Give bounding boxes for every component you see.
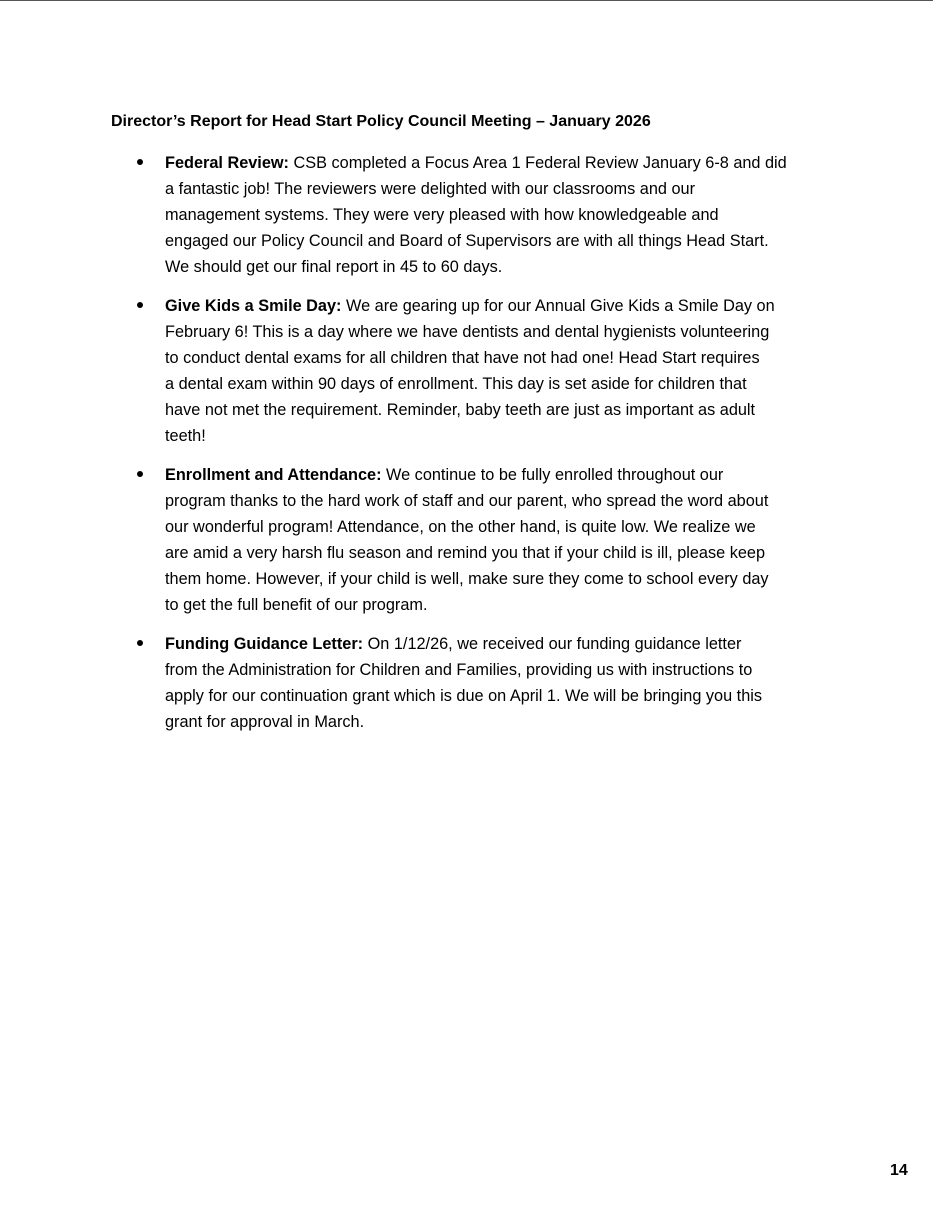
list-item (0, 293, 933, 449)
item-text: apply for our continuation grant which is due on April 1. We will be bringing you this (165, 687, 763, 705)
text-line (0, 397, 933, 423)
text-line (0, 202, 933, 228)
item-text: teeth! (165, 427, 206, 445)
item-text: We are gearing up for our Annual Give Kids a Smile Day on (341, 297, 775, 315)
text-line (0, 423, 933, 449)
item-text: to get the full benefit of our program. (165, 596, 428, 614)
item-text: from the Administration for Children and Families, providing us with instructions to (165, 661, 753, 679)
item-heading: Enrollment and Attendance: (165, 466, 382, 484)
list-item (0, 462, 933, 618)
bullet-icon (137, 302, 143, 308)
item-text: program thanks to the hard work of staff and our parent, who spread the word about (165, 492, 769, 510)
item-text: a dental exam within 90 days of enrollment. This day is set aside for children that (165, 375, 747, 393)
bullet-icon (137, 471, 143, 477)
item-text: to conduct dental exams for all children that have not had one! Head Start requires (165, 349, 760, 367)
text-line (0, 540, 933, 566)
text-line (0, 371, 933, 397)
item-heading: Federal Review: (165, 154, 289, 172)
text-line (0, 592, 933, 618)
text-line (0, 514, 933, 540)
text-line (0, 319, 933, 345)
item-text: have not met the requirement. Reminder, baby teeth are just as important as adult (165, 401, 756, 419)
item-heading: Give Kids a Smile Day: (165, 297, 342, 315)
item-text: them home. However, if your child is well, make sure they come to school every day (165, 570, 769, 588)
text-line (0, 345, 933, 371)
text-line (0, 488, 933, 514)
item-text: February 6! This is a day where we have dentists and dental hygienists volunteering (165, 323, 770, 341)
bullet-icon (137, 159, 143, 165)
page-number: 14 (890, 1162, 908, 1179)
item-text: We should get our final report in 45 to 60 days. (165, 258, 503, 276)
item-text: CSB completed a Focus Area 1 Federal Review January 6-8 and did (288, 154, 787, 172)
item-heading: Funding Guidance Letter: (165, 635, 364, 653)
item-text: On 1/12/26, we received our funding guidance letter (363, 635, 742, 653)
report-bullet-list (0, 150, 933, 748)
page-top-border (0, 0, 933, 1)
text-line (0, 566, 933, 592)
item-text: are amid a very harsh flu season and remind you that if your child is ill, please keep (165, 544, 766, 562)
item-text: engaged our Policy Council and Board of Supervisors are with all things Head Start. (165, 232, 769, 250)
item-text: management systems. They were very pleased with how knowledgeable and (165, 206, 719, 224)
text-line (0, 254, 933, 280)
bullet-icon (137, 640, 143, 646)
list-item (0, 631, 933, 735)
text-line (0, 176, 933, 202)
text-line (0, 657, 933, 683)
item-text: We continue to be fully enrolled throughout our (381, 466, 724, 484)
list-item (0, 150, 933, 280)
item-text: grant for approval in March. (165, 713, 365, 731)
document-title: Director’s Report for Head Start Policy Council Meeting – January 2026 (111, 113, 651, 130)
item-text: our wonderful program! Attendance, on the other hand, is quite low. We realize we (165, 518, 756, 536)
text-line (0, 228, 933, 254)
text-line (0, 683, 933, 709)
item-text: a fantastic job! The reviewers were delighted with our classrooms and our (165, 180, 696, 198)
text-line (0, 709, 933, 735)
